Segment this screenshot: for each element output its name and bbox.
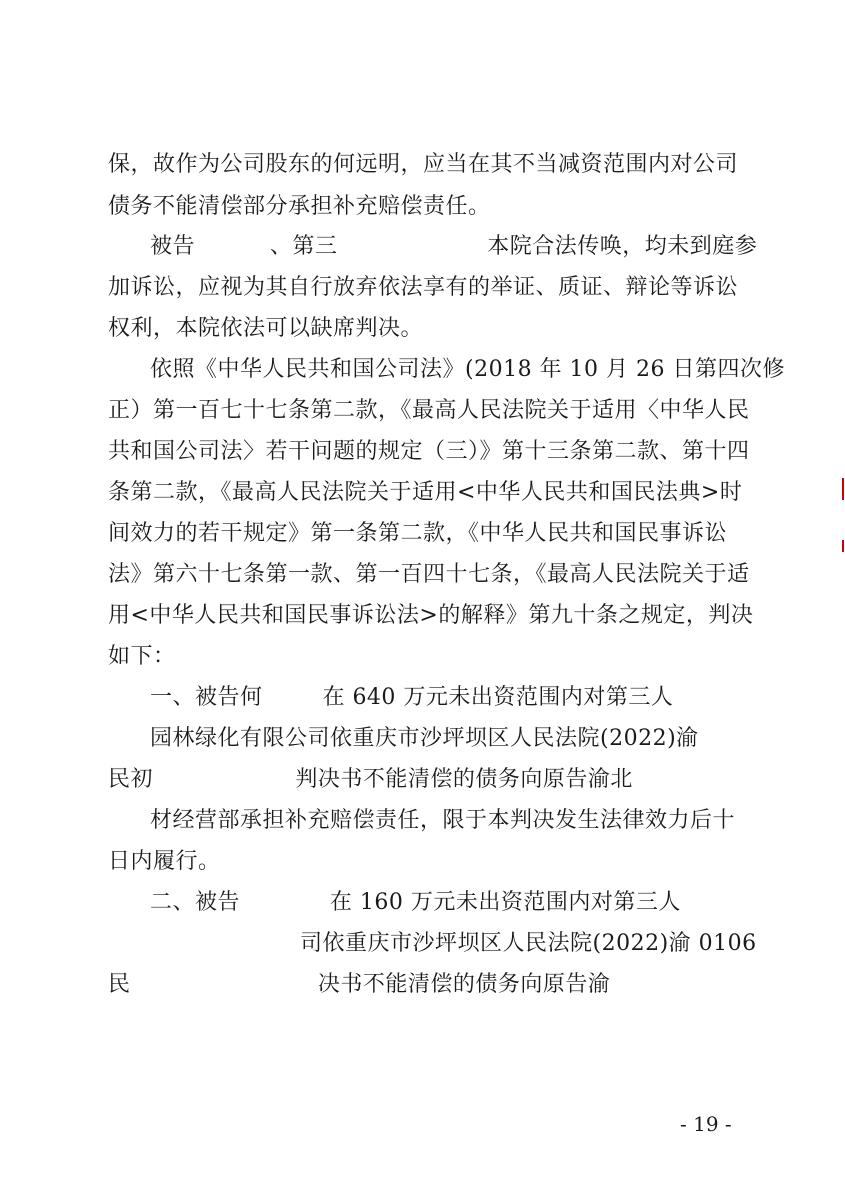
margin-mark (842, 478, 844, 500)
text-line-9: 条第二款，《最高人民法院关于适用<中华人民共和国民法典>时 (108, 480, 743, 505)
text-line-5: 权利，本院依法可以缺席判决。 (108, 316, 424, 341)
page-number: - 19 - (680, 1112, 732, 1136)
text-line-16: 民初 判决书不能清偿的债务向原告渝北 (108, 767, 633, 792)
text-line-8: 共和国公司法〉若干问题的规定（三）》第十三条第二款、第十四 (108, 439, 750, 464)
text-line-12: 用<中华人民共和国民事诉讼法>的解释》第九十条之规定，判决 (108, 603, 754, 628)
text-line-18: 日内履行。 (108, 849, 221, 874)
margin-mark (842, 540, 844, 552)
text-line-17: 材经营部承担补充赔偿责任，限于本判决发生法律效力后十 (150, 808, 736, 833)
text-line-14: 一、被告何 在 640 万元未出资范围内对第三人 (150, 685, 674, 710)
text-line-19: 二、被告 在 160 万元未出资范围内对第三人 (150, 890, 681, 915)
text-line-10: 间效力的若干规定》第一条第二款，《中华人民共和国民事诉讼 (108, 521, 728, 546)
text-line-2: 债务不能清偿部分承担补充赔偿责任。 (108, 194, 491, 219)
text-line-1: 保，故作为公司股东的何远明，应当在其不当减资范围内对公司 (108, 152, 739, 177)
text-line-3: 被告 、第三 本院合法传唤，均未到庭参 (150, 234, 758, 259)
text-line-11: 法》第六十七条第一款、第一百四十七条，《最高人民法院关于适 (108, 562, 750, 587)
text-line-20: 司依重庆市沙坪坝区人民法院(2022)渝 0106 (300, 931, 757, 956)
text-line-21: 民 决书不能清偿的债务向原告渝 (108, 972, 611, 997)
text-line-7: 正）第一百七十七条第二款，《最高人民法院关于适用〈中华人民 (108, 398, 750, 423)
text-line-6: 依照《中华人民共和国公司法》(2018 年 10 月 26 日第四次修 (150, 357, 786, 382)
text-line-13: 如下： (108, 644, 176, 669)
text-line-4: 加诉讼，应视为其自行放弃依法享有的举证、质证、辩论等诉讼 (108, 275, 739, 300)
text-line-15: 园林绿化有限公司依重庆市沙坪坝区人民法院(2022)渝 (150, 726, 699, 751)
